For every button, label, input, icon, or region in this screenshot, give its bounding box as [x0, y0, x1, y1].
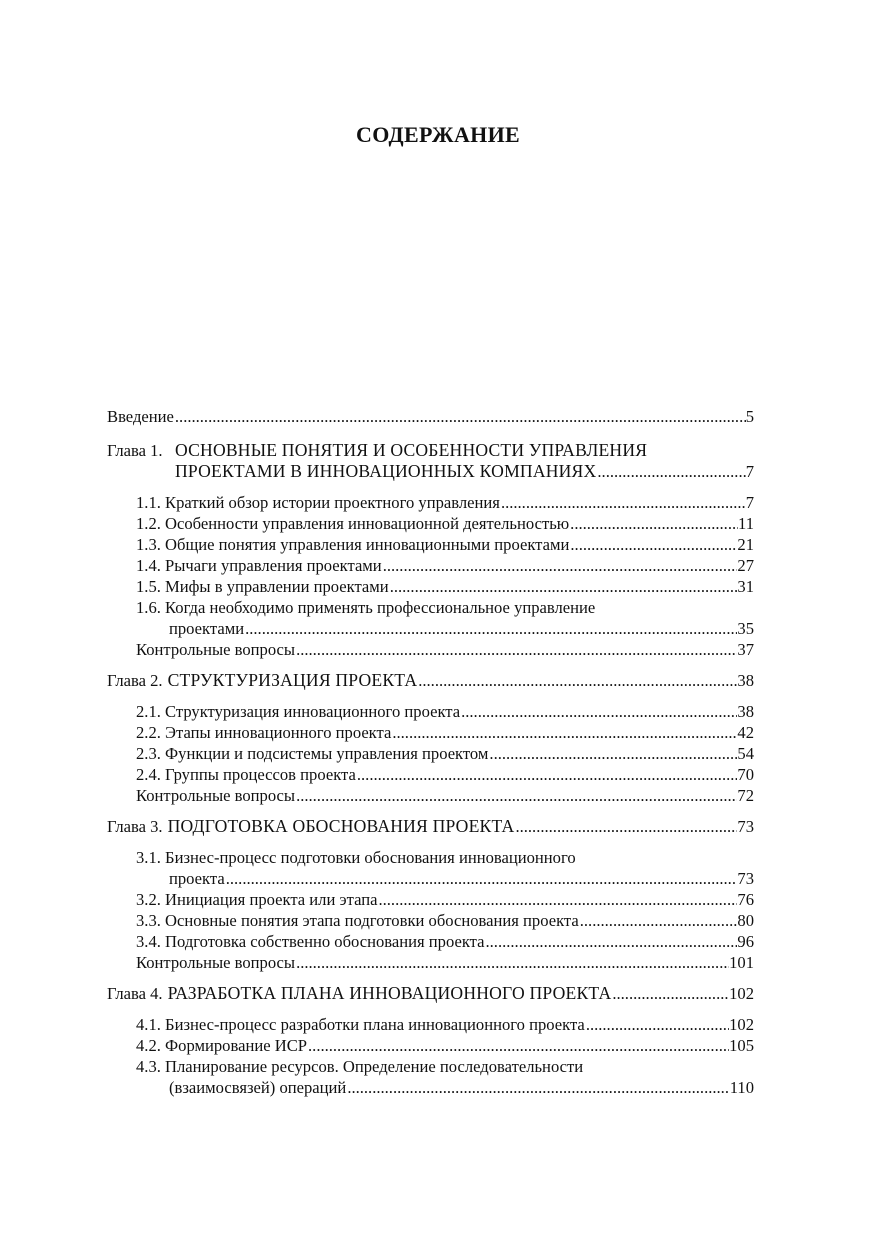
toc-page-number: 42 — [737, 723, 754, 742]
toc-section-4-3[interactable] — [107, 1056, 754, 1077]
toc-page-number: 54 — [737, 744, 754, 763]
section-title: (взаимосвязей) операций — [169, 1078, 347, 1097]
dot-leader — [596, 461, 745, 482]
toc-section-4-2[interactable] — [107, 1035, 754, 1056]
table-of-contents — [107, 406, 754, 1098]
chapter-title: ОСНОВНЫЕ ПОНЯТИЯ И ОСОБЕННОСТИ УПРАВЛЕНИЯ — [175, 440, 648, 460]
toc-page-number: 102 — [729, 1015, 754, 1034]
toc-page-number: 73 — [737, 817, 754, 836]
dot-leader — [174, 406, 746, 427]
section-title: 3.4. Подготовка собственно обоснования проекта — [136, 932, 485, 951]
section-title: Контрольные вопросы — [136, 786, 296, 805]
section-title: 1.2. Особенности управления инновационной деятельностью — [136, 514, 570, 533]
toc-page-number: 101 — [729, 953, 754, 972]
dot-leader — [295, 639, 737, 660]
dot-leader — [485, 931, 738, 952]
section-title: 4.1. Бизнес-процесс разработки плана инновационного проекта — [136, 1015, 585, 1034]
toc-section-1-1[interactable] — [107, 492, 754, 513]
toc-section-3-4[interactable] — [107, 931, 754, 952]
chapter-title: СТРУКТУРИЗАЦИЯ ПРОЕКТА — [167, 670, 418, 690]
toc-page-number: 80 — [737, 911, 754, 930]
section-title: проектами — [169, 619, 245, 638]
toc-page-number: 76 — [737, 890, 754, 909]
toc-entry-label: Введение — [107, 407, 174, 426]
toc-section-3-2[interactable] — [107, 889, 754, 910]
chapter-title: ПРОЕКТАМИ В ИННОВАЦИОННЫХ КОМПАНИЯХ — [175, 461, 597, 481]
dot-leader — [346, 1077, 729, 1098]
toc-section-1-2[interactable] — [107, 513, 754, 534]
toc-page-number: 35 — [737, 619, 754, 638]
toc-section-1-6[interactable] — [107, 597, 754, 618]
toc-page-number: 31 — [737, 577, 754, 596]
section-title: 1.5. Мифы в управлении проектами — [136, 577, 389, 596]
section-title: 1.1. Краткий обзор истории проектного управления — [136, 493, 500, 512]
dot-leader — [514, 816, 737, 837]
section-title: 1.4. Рычаги управления проектами — [136, 556, 382, 575]
chapter-1-heading-cont[interactable] — [107, 461, 754, 482]
toc-section-2-1[interactable] — [107, 701, 754, 722]
toc-page-number: 102 — [729, 984, 754, 1003]
section-title: 4.3. Планирование ресурсов. Определение последовательности — [136, 1057, 584, 1076]
toc-page-number: 7 — [745, 493, 754, 512]
dot-leader — [585, 1014, 729, 1035]
dot-leader — [569, 513, 738, 534]
chapter-title: РАЗРАБОТКА ПЛАНА ИННОВАЦИОННОГО ПРОЕКТА — [167, 983, 612, 1003]
dot-leader — [389, 576, 738, 597]
toc-section-4-1[interactable] — [107, 1014, 754, 1035]
dot-leader — [295, 785, 737, 806]
chapter-label: Глава 1. — [107, 441, 163, 460]
toc-section-2-questions[interactable] — [107, 785, 754, 806]
dot-leader — [295, 952, 729, 973]
section-title: Контрольные вопросы — [136, 640, 296, 659]
page-title: СОДЕРЖАНИЕ — [356, 122, 520, 147]
toc-section-1-5[interactable] — [107, 576, 754, 597]
toc-section-1-3[interactable] — [107, 534, 754, 555]
section-title: 2.4. Группы процессов проекта — [136, 765, 356, 784]
section-title: 3.2. Инициация проекта или этапа — [136, 890, 378, 909]
toc-page-number: 21 — [737, 535, 754, 554]
chapter-label: Глава 4. — [107, 984, 163, 1003]
toc-entry-intro[interactable] — [107, 406, 754, 427]
toc-section-1-4[interactable] — [107, 555, 754, 576]
section-title: 3.1. Бизнес-процесс подготовки обоснования инновационного — [136, 848, 576, 867]
toc-page-number: 37 — [737, 640, 754, 659]
toc-section-3-3[interactable] — [107, 910, 754, 931]
chapter-2-heading[interactable] — [107, 670, 754, 691]
toc-page-number: 96 — [737, 932, 754, 951]
section-title: 2.3. Функции и подсистемы управления проектом — [136, 744, 489, 763]
toc-section-1-6-cont[interactable] — [107, 618, 754, 639]
chapter-1-heading[interactable] — [107, 439, 754, 461]
dot-leader — [391, 722, 737, 743]
dot-leader — [307, 1035, 729, 1056]
section-title: 2.2. Этапы инновационного проекта — [136, 723, 392, 742]
toc-section-3-1[interactable] — [107, 847, 754, 868]
toc-section-4-3-cont[interactable] — [107, 1077, 754, 1098]
section-title: 2.1. Структуризация инновационного проекта — [136, 702, 461, 721]
dot-leader — [244, 618, 737, 639]
section-title: Контрольные вопросы — [136, 953, 296, 972]
toc-page-number: 110 — [729, 1078, 754, 1097]
section-title: 1.3. Общие понятия управления инновационными проектами — [136, 535, 570, 554]
dot-leader — [611, 983, 729, 1004]
section-title: 1.6. Когда необходимо применять профессиональное управление — [136, 598, 596, 617]
dot-leader — [579, 910, 738, 931]
chapter-label: Глава 2. — [107, 671, 163, 690]
toc-page-number: 11 — [738, 514, 754, 533]
section-title: 4.2. Формирование ИСР — [136, 1036, 308, 1055]
chapter-3-heading[interactable] — [107, 816, 754, 837]
dot-leader — [377, 889, 737, 910]
toc-page-number: 5 — [745, 407, 754, 426]
section-title: 3.3. Основные понятия этапа подготовки обоснования проекта — [136, 911, 579, 930]
chapter-4-heading[interactable] — [107, 983, 754, 1004]
toc-page-number: 105 — [729, 1036, 754, 1055]
dot-leader — [569, 534, 737, 555]
toc-section-3-questions[interactable] — [107, 952, 754, 973]
dot-leader — [356, 764, 738, 785]
toc-section-2-3[interactable] — [107, 743, 754, 764]
chapter-label: Глава 3. — [107, 817, 163, 836]
toc-page-number: 72 — [737, 786, 754, 805]
toc-section-2-4[interactable] — [107, 764, 754, 785]
dot-leader — [382, 555, 738, 576]
toc-page-number: 70 — [737, 765, 754, 784]
chapter-title: ПОДГОТОВКА ОБОСНОВАНИЯ ПРОЕКТА — [167, 816, 515, 836]
toc-section-1-questions[interactable] — [107, 639, 754, 660]
toc-page-number: 38 — [737, 671, 754, 690]
section-title: проекта — [169, 869, 225, 888]
toc-page-number: 7 — [745, 462, 754, 481]
dot-leader — [460, 701, 737, 722]
toc-page-number: 73 — [737, 869, 754, 888]
toc-page-number: 38 — [737, 702, 754, 721]
dot-leader — [225, 868, 738, 889]
dot-leader — [488, 743, 737, 764]
toc-section-3-1-cont[interactable] — [107, 868, 754, 889]
toc-section-2-2[interactable] — [107, 722, 754, 743]
toc-page-number: 27 — [737, 556, 754, 575]
dot-leader — [500, 492, 746, 513]
dot-leader — [417, 670, 737, 691]
